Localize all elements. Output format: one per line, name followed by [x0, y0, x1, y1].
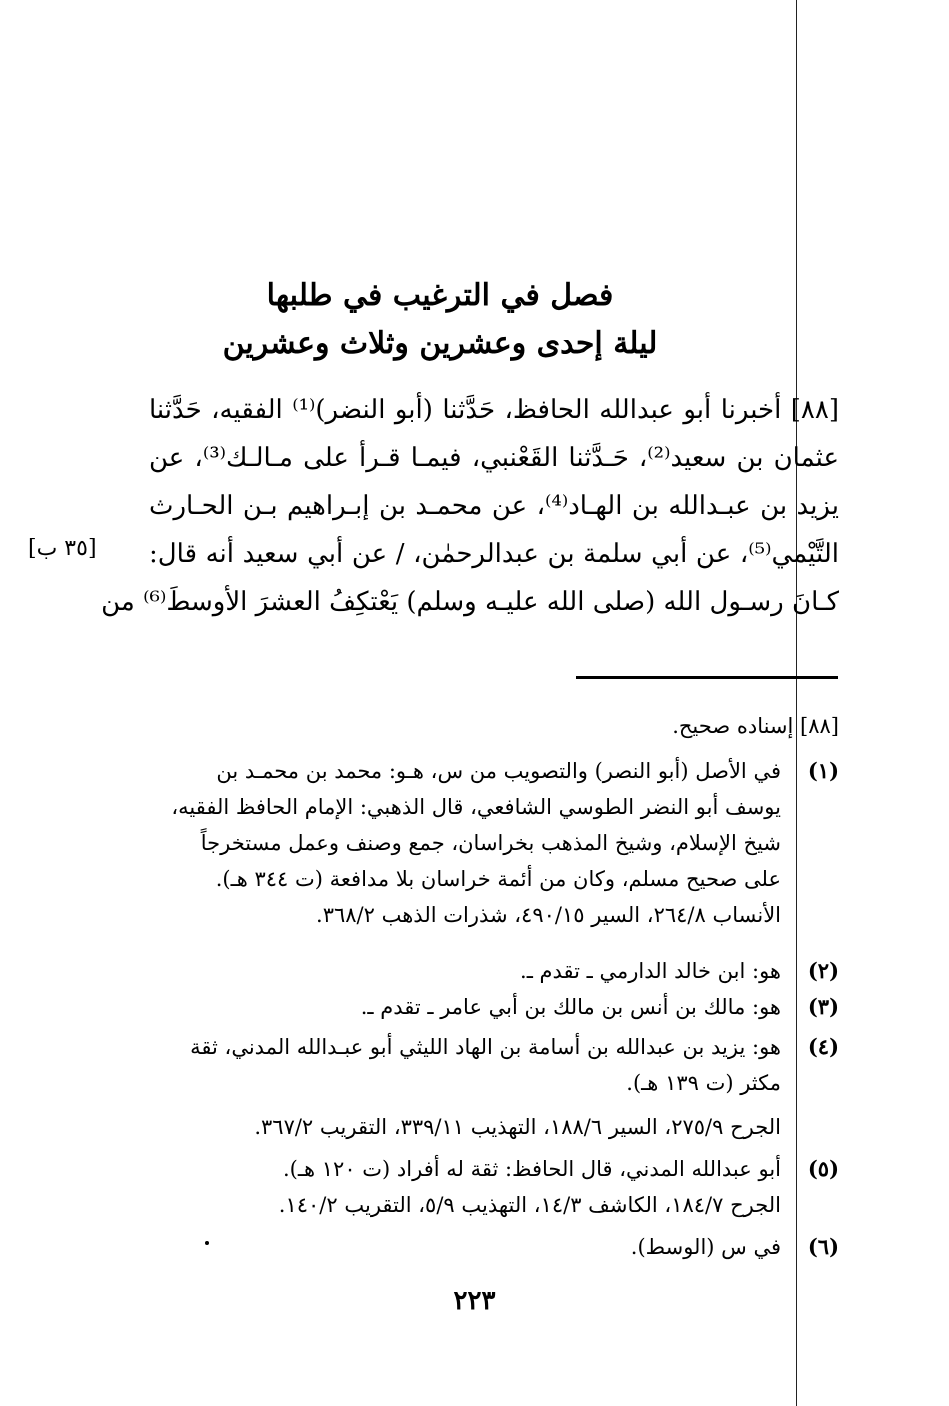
footnote-text: الأنساب ٢٦٤/٨، السير ٤٩٠/١٥، شذرات الذهب ٣٦٨/٢.	[316, 903, 781, 927]
page-number: ٢٢٣	[453, 1286, 496, 1316]
footnote-text: هو: مالك بن أنس بن مالك بن أبي عامر ـ تقدم ـ.	[360, 995, 781, 1019]
footnote-separator	[576, 676, 838, 679]
footnote-number: (٢)	[807, 958, 839, 983]
footnote-text: هو: ابن خالد الدارمي ـ تقدم ـ.	[520, 959, 781, 983]
footnote-number: (٥)	[807, 1156, 839, 1181]
footnote-6	[149, 1230, 839, 1266]
footnote-number: (٣)	[807, 994, 839, 1019]
footnote-text: على صحيح مسلم، وكان من أئمة خراسان بلا مدافعة (ت ٣٤٤ هـ).	[215, 867, 781, 891]
chapter-title-line-1: فصل في الترغيب في طلبها	[266, 278, 614, 313]
footnote-number: (٦)	[807, 1234, 839, 1259]
body-line: عثمان بن سعيد⁽²⁾، حَـدَّثنا القَعْنبي، فيمـا قـرأ على مـالـك⁽³⁾، عن	[149, 443, 839, 473]
footnote-text: في س (الوسط).	[630, 1235, 781, 1259]
body-line: يزيد بن عبـدالله بن الهـاد⁽⁴⁾، عن محمـد بن إبـراهيم بـن الحـارث	[149, 491, 840, 521]
footnote-3	[149, 990, 839, 1026]
manuscript-folio-note: [٣٥ ب]	[28, 536, 97, 561]
footnote-text: يوسف أبو النضر الطوسي الشافعي، قال الذهبي: الإمام الحافظ الفقيه،	[171, 795, 781, 819]
body-line: كـانَ رسـول الله (صلى الله عليـه وسلم) يَعْتكِفُ العشرَ الأوسطَ⁽⁶⁾ من	[101, 587, 839, 617]
footnote-1	[149, 754, 839, 934]
footnote-text: في الأصل (أبو النصر) والتصويب من س، هـو: محمد بن محمـد بن	[216, 759, 781, 783]
footnote-text: الجرح ١٨٤/٧، الكاشف ١٤/٣، التهذيب ٥/٩، التقريب ١٤٠/٢.	[278, 1193, 781, 1217]
footnote-4	[149, 1030, 839, 1140]
ink-speck	[205, 1241, 209, 1245]
footnote-header: [٨٨] إسناده صحيح.	[672, 714, 839, 738]
footnote-number: (٤)	[807, 1034, 839, 1059]
footnote-2	[149, 954, 839, 990]
footnote-text: شيخ الإسلام، وشيخ المذهب بخراسان، جمع وصنف وعمل مستخرجاً	[200, 831, 781, 855]
body-line: [٨٨] أخبرنا أبو عبدالله الحافظ، حَدَّثنا (أبو النضر)⁽¹⁾ الفقيه، حَدَّثنا	[149, 395, 839, 425]
footnote-text: مكثر (ت ١٣٩ هـ).	[626, 1071, 781, 1095]
footnote-5	[149, 1152, 839, 1222]
footnote-text: الجرح ٢٧٥/٩، السير ١٨٨/٦، التهذيب ٣٣٩/١١، التقريب ٣٦٧/٢.	[254, 1115, 781, 1139]
body-line: التَّيْمي⁽⁵⁾، عن أبي سلمة بن عبدالرحمٰن، / عن أبي سعيد أنه قال:	[149, 539, 839, 569]
footnote-text: هو: يزيد بن عبدالله بن أسامة بن الهاد الليثي أبو عبـدالله المدني، ثقة	[190, 1035, 781, 1059]
footnote-text: أبو عبدالله المدني، قال الحافظ: ثقة له أفراد (ت ١٢٠ هـ).	[282, 1157, 781, 1181]
footnote-number: (١)	[807, 758, 839, 783]
chapter-title-line-2: ليلة إحدى وعشرين وثلاث وعشرين	[222, 326, 658, 361]
